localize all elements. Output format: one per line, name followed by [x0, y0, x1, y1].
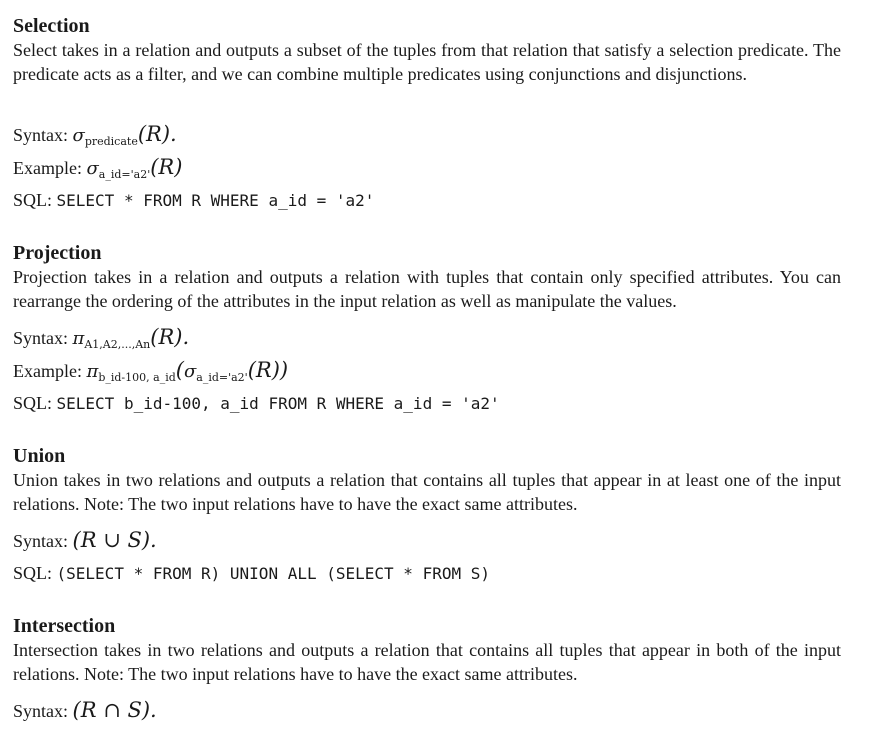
projection-example-open: ( [175, 358, 184, 382]
union-syntax-formula: (R ∪ S). [72, 528, 157, 552]
selection-heading: Selection [13, 15, 90, 37]
intersection-syntax-formula: (R ∩ S). [72, 698, 157, 722]
selection-sql [13, 188, 374, 213]
union-syntax [13, 528, 157, 553]
projection-sql [13, 391, 500, 416]
projection-example-inner-arg: (R)) [247, 358, 289, 382]
intersection-syntax [13, 698, 157, 723]
projection-syntax-subscript: A1,A2,...,An [84, 338, 151, 351]
projection-example [13, 358, 288, 384]
selection-syntax-formula [72, 122, 177, 148]
sigma-symbol: σ [72, 125, 85, 146]
intersection-description: Intersection takes in two relations and outputs a relation that contains all tuples that appear in both of the input relations. Note: The two input relations have to have the exact same attributes. [13, 640, 841, 684]
selection-example-label: Example: [13, 158, 82, 178]
intersection-heading: Intersection [13, 615, 116, 637]
selection-section [13, 14, 841, 210]
projection-syntax-label: Syntax: [13, 328, 69, 348]
projection-sql-code: SELECT b_id-100, a_id FROM R WHERE a_id = 'a2' [56, 394, 500, 413]
selection-example-formula [86, 155, 183, 181]
pi-symbol: π [86, 361, 99, 382]
union-sql [13, 561, 490, 586]
intersection-syntax-label: Syntax: [13, 701, 69, 721]
projection-example-formula [86, 358, 289, 384]
projection-syntax [13, 325, 189, 351]
projection-heading: Projection [13, 242, 102, 264]
projection-syntax-formula [72, 325, 190, 351]
union-description: Union takes in two relations and outputs a relation that contains all tuples that appear in at least one of the input relations. Note: The two input relations have to have the exact same attributes. [13, 470, 841, 514]
projection-syntax-arg: (R). [150, 325, 190, 349]
union-syntax-label: Syntax: [13, 531, 69, 551]
union-sql-code: (SELECT * FROM R) UNION ALL (SELECT * FROM S) [56, 564, 490, 583]
selection-syntax-label: Syntax: [13, 125, 69, 145]
projection-section [13, 241, 841, 413]
projection-sql-label: SQL: [13, 393, 53, 413]
selection-example [13, 155, 182, 181]
selection-sql-label: SQL: [13, 190, 53, 210]
union-heading: Union [13, 445, 66, 467]
sigma-symbol: σ [86, 158, 99, 179]
selection-syntax-arg: (R). [137, 122, 177, 146]
union-sql-label: SQL: [13, 563, 53, 583]
pi-symbol: π [72, 328, 85, 349]
sigma-symbol: σ [183, 361, 197, 382]
projection-example-inner-subscript: a_id='a2' [196, 371, 248, 384]
intersection-section [13, 614, 841, 722]
selection-example-arg: (R) [150, 155, 183, 179]
projection-description: Projection takes in a relation and outputs a relation with tuples that contain only specified attributes. You can rearrange the ordering of the attributes in the input relation as well as manipulate the values. [13, 267, 841, 311]
selection-example-subscript: a_id='a2' [98, 168, 151, 181]
selection-syntax-subscript: predicate [84, 135, 138, 148]
selection-sql-code: SELECT * FROM R WHERE a_id = 'a2' [56, 191, 375, 210]
projection-example-label: Example: [13, 361, 82, 381]
union-section [13, 444, 841, 583]
selection-description: Select takes in a relation and outputs a subset of the tuples from that relation that satisfy a selection predicate. The predicate acts as a filter, and we can combine multiple predicates using conjunctions and disjunctions. [13, 40, 841, 84]
projection-example-subscript: b_id-100, a_id [98, 371, 176, 384]
selection-syntax [13, 122, 177, 148]
